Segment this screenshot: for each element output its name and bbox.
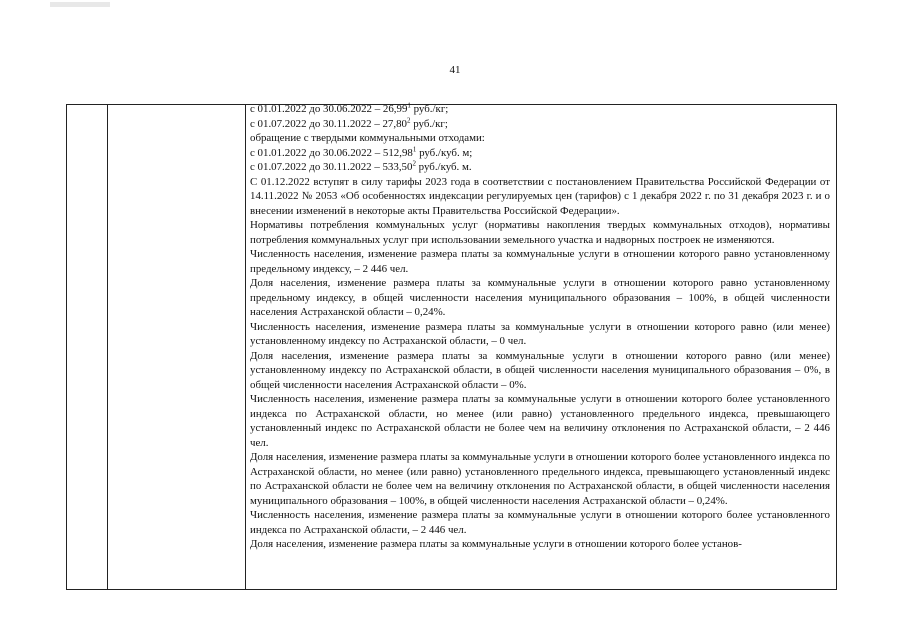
- column-divider-2: [245, 105, 246, 589]
- tariff-line: с 01.07.2022 до 30.11.2022 – 27,80$^2$ руб./кг;: [250, 115, 448, 130]
- tariff-line: с 01.07.2022 до 30.11.2022 – 533,50$^2$ руб./куб. м.: [250, 159, 472, 173]
- paragraph: Доля населения, изменение размера платы за коммунальные услуги в отношении которого равно установленному предельному индексу, в общей численности населения муниципального образования – 100%, в общей численности населения Астраханской области – 0,24%.: [250, 277, 830, 318]
- paragraph: Нормативы потребления коммунальных услуг (нормативы накопления твердых коммунальных отходов), нормативы потребления коммунальных услуг при использовании земельного участка и надворных построек не изменяются.: [250, 219, 830, 246]
- paragraph: Доля населения, изменение размера платы за коммунальные услуги в отношении которого более установ-: [250, 538, 742, 550]
- paragraph: Численность населения, изменение размера платы за коммунальные услуги в отношении которого более установленного индекса по Астраханской области, но менее (или равно) установленного предельного индекса, превышающего установленный индекс по Астраханской области не более чем на величину отклонения по Астраханской области, – 2 446 чел.: [250, 393, 830, 449]
- paragraph: С 01.12.2022 вступят в силу тарифы 2023 года в соответствии с постановлением Правительства Российской Федерации от 14.11.2022 № 2053 «Об особенностях индексации регулируемых цен (тарифов) с 1 декабря 2022 г. по 31 декабря 2023 г. и о внесении изменений в некоторые акты Правительства Российской Федерации».: [250, 175, 830, 217]
- paragraph: Численность населения, изменение размера платы за коммунальные услуги в отношении которого более установленного индекса по Астраханской области, – 2 446 чел.: [250, 509, 830, 536]
- page-number: 41: [449, 64, 461, 76]
- paragraph: Численность населения, изменение размера платы за коммунальные услуги в отношении которого равно установленному предельному индексу, – 2 446 чел.: [250, 248, 830, 275]
- cell-text: [250, 102, 830, 552]
- paragraph: Доля населения, изменение размера платы за коммунальные услуги в отношении которого равно (или менее) установленному индексу по Астраханской области, в общей численности населения муниципального образования – 0%, в общей численности населения Астраханской области – 0%.: [250, 349, 830, 391]
- tariff-line: с 01.01.2022 до 30.06.2022 – 512,98$^1$ руб./куб. м;: [250, 144, 473, 159]
- paragraph: Доля населения, изменение размера платы за коммунальные услуги в отношении которого более установленного индекса по Астраханской области, но менее (или равно) установленного предельного индекса, превышающего установленный индекс по Астраханской области не более чем на величину отклонения по Астраханской области, в общей численности населения муниципального образования – 100%, в общей численности населения Астраханской области – 0,24%.: [250, 451, 830, 507]
- paragraph: Численность населения, изменение размера платы за коммунальные услуги в отношении которого равно (или менее) установленному индексу по Астраханской области, – 0 чел.: [250, 320, 830, 347]
- content-table: [66, 101, 837, 590]
- tariff-line: с 01.01.2022 до 30.06.2022 – 26,99$^1$ руб./кг;: [250, 101, 449, 115]
- column-divider-1: [107, 105, 108, 589]
- header-mark: [50, 2, 110, 7]
- tariff-line: обращение с твердыми коммунальными отходами:: [250, 132, 485, 144]
